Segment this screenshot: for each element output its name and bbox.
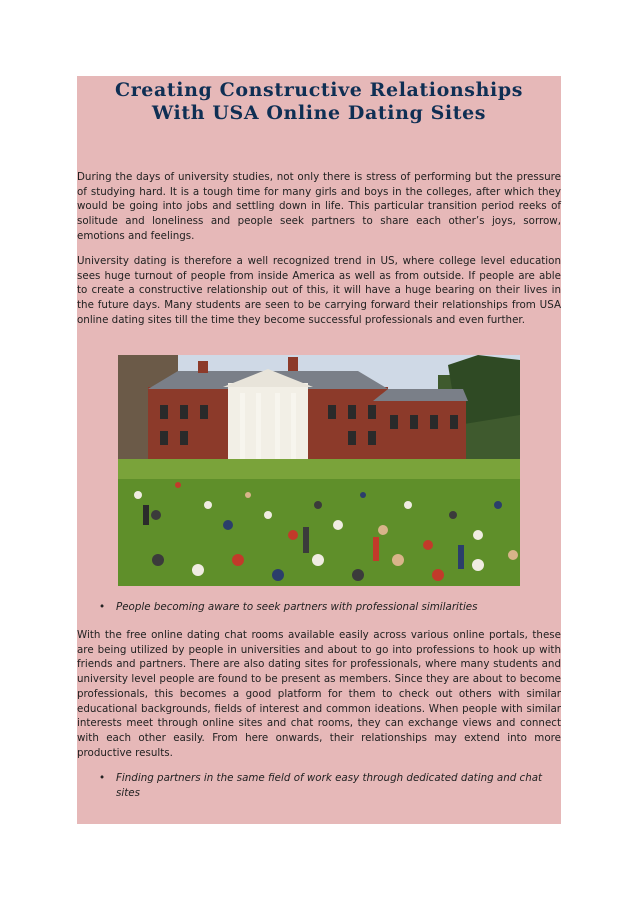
paragraph-1: During the days of university studies, not only there is stress of performing but the pressure of studying hard. It is a tough time for many girls and boys in the colleges, after which they would be going into jobs and settling down in life. This particular transition period reeks of solitude and loneliness and people seek partners to share each other’s joys, sorrow, emotions and feelings. <box>77 171 561 242</box>
paragraph-3: With the free online dating chat rooms available easily across various online portals, these are being utilized by people in universities and about to go into professions to hook up with friends and partners. There are also dating sites for professionals, where many students and university level people are found to be present as members. Since they are about to become professionals, this becomes a good platform for them to check out others with similar educational backgrounds, fields of interest and common ideations. When people with similar interests meet through online sites and chat rooms, they can exchange views and connect with each other easily. From here onwards, their relationships may extend into more productive results. <box>77 629 561 759</box>
paragraph-2: University dating is therefore a well recognized trend in US, where college level education sees huge turnout of people from inside America as well as from outside. If people are able to create a constructive relationship out of this, it will have a huge bearing on their lives in the future days. Many students are seen to be carrying forward their relationships from USA online dating sites till the time they become successful professionals and even further. <box>77 255 561 326</box>
title-line-1: Creating Constructive Relationships <box>114 79 524 101</box>
bullet-dot-icon: • <box>99 601 106 613</box>
document-title <box>77 79 561 125</box>
title-line-2: With USA Online Dating Sites <box>151 102 487 124</box>
campus-lawn-photo <box>118 355 520 586</box>
bullet-item-1 <box>77 600 561 615</box>
bullet-dot-icon: • <box>99 772 106 784</box>
document-page <box>77 76 561 824</box>
bullet-text-2: Finding partners in the same field of work easy through dedicated dating and chat sites <box>116 772 543 799</box>
bullet-text-1: People becoming aware to seek partners with professional similarities <box>116 601 478 613</box>
bullet-item-2 <box>77 771 561 800</box>
